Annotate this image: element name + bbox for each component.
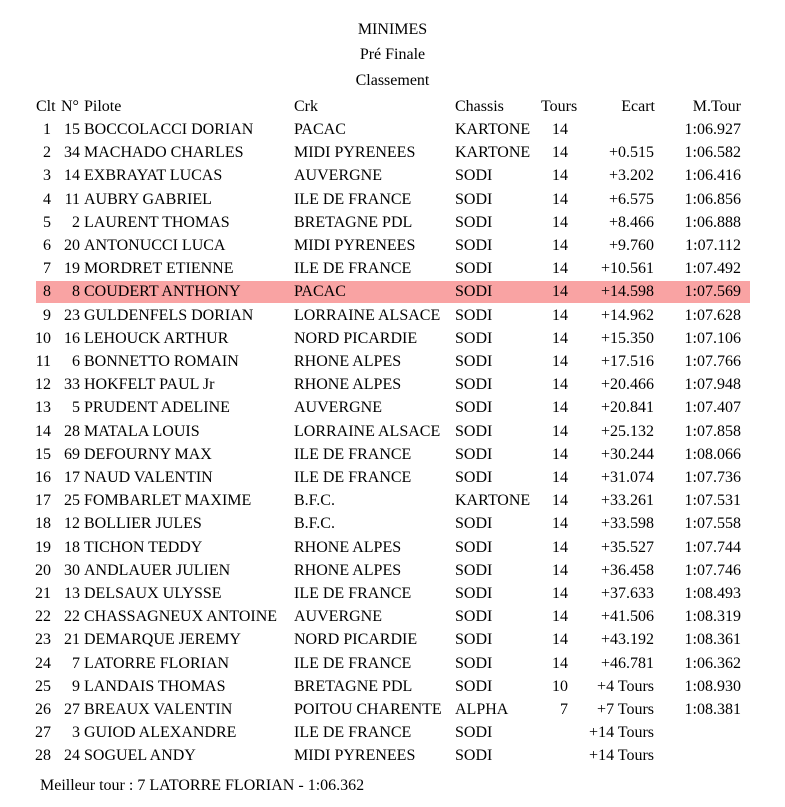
driver-name-cell: TICHON TEDDY [84,538,203,556]
chassis-cell: SODI [455,631,493,649]
gap-cell: +15.350 [600,329,654,347]
best-lap-cell: 1:06.927 [684,121,741,138]
kart-number-cell: 24 [64,747,80,765]
driver-name-cell: ANDLAUER JULIEN [84,561,231,579]
table-row [0,444,785,466]
table-row [0,653,785,675]
column-header-row [0,96,785,118]
table-row [0,745,785,767]
region-cell: ILE DE FRANCE [294,260,412,278]
chassis-cell: SODI [455,190,493,208]
driver-name-cell: AUBRY GABRIEL [84,190,212,208]
kart-number-cell: 3 [72,724,80,742]
gap-cell: +20.466 [600,376,654,394]
laps-cell: 14 [552,585,568,602]
rank-cell: 25 [35,677,51,695]
best-lap-cell: 1:06.362 [684,654,741,672]
region-cell: AUVERGNE [294,167,382,185]
driver-name-cell: ANTONUCCI LUCA [84,237,226,254]
rank-cell: 14 [35,422,51,440]
rank-cell: 23 [35,631,51,649]
rank-cell: 10 [35,329,51,347]
table-row [0,235,785,257]
chassis-cell: SODI [455,469,493,486]
gap-cell: +33.261 [600,492,654,510]
rank-cell: 3 [43,167,51,185]
gap-cell: +6.575 [608,190,654,208]
rank-cell: 13 [35,399,51,417]
table-row [0,676,785,698]
kart-number-cell: 12 [64,515,80,533]
region-cell: RHONE ALPES [294,561,402,579]
table-row [0,537,785,559]
chassis-cell: SODI [455,747,493,765]
chassis-cell: KARTONE [455,121,531,138]
kart-number-cell: 19 [64,260,80,278]
driver-name-cell: BOLLIER JULES [84,515,202,533]
chassis-cell: KARTONE [455,144,531,162]
gap-cell: +25.132 [600,422,654,440]
rank-cell: 19 [35,538,51,556]
best-lap-cell: 1:07.492 [684,260,741,278]
laps-cell: 14 [552,399,568,417]
region-cell: RHONE ALPES [294,353,402,370]
laps-cell: 14 [552,376,568,394]
laps-cell: 14 [552,283,568,301]
kart-number-cell: 34 [64,144,80,162]
best-lap-footer: Meilleur tour : 7 LATORRE FLORIAN - 1:06.362 [40,777,365,794]
table-row [0,560,785,582]
table-row [0,258,785,280]
best-lap-cell: 1:07.628 [684,306,741,324]
kart-number-cell: 17 [64,469,80,486]
best-lap-cell: 1:08.066 [684,445,741,463]
chassis-cell: SODI [455,561,493,579]
region-cell: PACAC [294,121,346,138]
driver-name-cell: DELSAUX ULYSSE [84,585,222,602]
laps-cell: 14 [552,469,568,486]
laps-cell: 14 [552,306,568,324]
table-row [0,142,785,164]
gap-cell: +43.192 [600,631,654,649]
gap-cell: +8.466 [608,213,654,231]
driver-name-cell: DEFOURNY MAX [84,445,212,463]
region-cell: ILE DE FRANCE [294,469,412,486]
table-row [0,351,785,373]
kart-number-cell: 5 [72,399,80,417]
kart-number-cell: 23 [64,306,80,324]
laps-cell: 14 [552,329,568,347]
kart-number-cell: 7 [72,654,80,672]
column-header-clt: Clt [36,98,56,115]
table-row-highlighted [0,281,785,303]
region-cell: AUVERGNE [294,399,382,417]
rank-cell: 6 [43,237,51,254]
column-header-tours: Tours [541,98,578,115]
table-row [0,165,785,187]
best-lap-cell: 1:06.856 [684,190,741,208]
driver-name-cell: GULDENFELS DORIAN [84,306,254,324]
driver-name-cell: LATORRE FLORIAN [84,654,230,672]
driver-name-cell: MATALA LOUIS [84,422,200,440]
laps-cell: 14 [552,631,568,649]
best-lap-cell: 1:07.112 [685,237,741,254]
laps-cell: 14 [552,654,568,672]
kart-number-cell: 14 [64,167,80,185]
laps-cell: 14 [552,422,568,440]
chassis-cell: SODI [455,724,493,742]
gap-cell: +0.515 [608,144,654,162]
category-title: MINIMES [357,21,428,38]
driver-name-cell: DEMARQUE JEREMY [84,631,241,649]
chassis-cell: SODI [455,677,493,695]
chassis-cell: SODI [455,353,493,370]
gap-cell: +41.506 [600,608,654,626]
region-cell: BRETAGNE PDL [294,213,413,231]
table-row [0,119,785,141]
driver-name-cell: FOMBARLET MAXIME [84,492,252,510]
driver-name-cell: BOCCOLACCI DORIAN [84,121,254,138]
region-cell: B.F.C. [294,492,335,510]
rank-cell: 2 [43,144,51,162]
table-row [0,397,785,419]
chassis-cell: SODI [455,445,493,463]
chassis-cell: KARTONE [455,492,531,510]
laps-cell: 10 [552,677,568,695]
region-cell: LORRAINE ALSACE [294,306,441,324]
chassis-cell: SODI [455,538,493,556]
driver-name-cell: CHASSAGNEUX ANTOINE [84,608,278,626]
laps-cell: 14 [552,353,568,370]
laps-cell: 14 [552,167,568,185]
driver-name-cell: BONNETTO ROMAIN [84,353,239,370]
gap-cell: +20.841 [600,399,654,417]
laps-cell: 14 [552,538,568,556]
kart-number-cell: 8 [72,283,80,301]
best-lap-cell: 1:07.407 [684,399,741,417]
region-cell: ILE DE FRANCE [294,445,412,463]
driver-name-cell: MACHADO CHARLES [84,144,244,162]
best-lap-cell: 1:06.416 [684,167,741,185]
region-cell: RHONE ALPES [294,538,402,556]
driver-name-cell: NAUD VALENTIN [84,469,213,486]
gap-cell: +7 Tours [597,701,654,718]
rank-cell: 24 [35,654,51,672]
best-lap-cell: 1:06.888 [684,213,741,231]
kart-number-cell: 9 [72,677,80,695]
region-cell: BRETAGNE PDL [294,677,413,695]
driver-name-cell: MORDRET ETIENNE [84,260,234,278]
rank-cell: 4 [43,190,51,208]
table-row [0,374,785,396]
laps-cell: 14 [552,121,568,138]
kart-number-cell: 18 [64,538,80,556]
driver-name-cell: SOGUEL ANDY [84,747,196,765]
laps-cell: 14 [552,515,568,533]
table-row [0,583,785,605]
driver-name-cell: BREAUX VALENTIN [84,701,233,718]
rank-cell: 26 [35,701,51,718]
chassis-cell: SODI [455,329,493,347]
table-row [0,513,785,535]
table-row [0,212,785,234]
gap-cell: +14.598 [600,283,654,301]
kart-number-cell: 33 [64,376,80,394]
column-header-number: N° [61,98,79,115]
region-cell: LORRAINE ALSACE [294,422,441,440]
driver-name-cell: EXBRAYAT LUCAS [84,167,223,185]
best-lap-cell: 1:07.569 [684,283,741,301]
chassis-cell: ALPHA [455,701,509,718]
rank-cell: 9 [43,306,51,324]
rank-cell: 16 [35,469,51,486]
chassis-cell: SODI [455,306,493,324]
best-lap-cell: 1:07.736 [684,469,741,486]
table-row [0,421,785,443]
driver-name-cell: LAURENT THOMAS [84,213,230,231]
region-cell: MIDI PYRENEES [294,144,416,162]
table-row [0,629,785,651]
chassis-cell: SODI [455,376,493,394]
rank-cell: 17 [35,492,51,510]
chassis-cell: SODI [455,399,493,417]
driver-name-cell: LEHOUCK ARTHUR [84,329,229,347]
table-row [0,189,785,211]
kart-number-cell: 69 [64,445,80,463]
best-lap-cell: 1:08.381 [684,701,741,718]
chassis-cell: SODI [455,422,493,440]
best-lap-cell: 1:08.493 [684,585,741,602]
chassis-cell: SODI [455,237,493,254]
chassis-cell: SODI [455,283,493,301]
laps-cell: 14 [552,144,568,162]
kart-number-cell: 13 [64,585,80,602]
table-row [0,606,785,628]
gap-cell: +30.244 [600,445,654,463]
gap-cell: +36.458 [600,561,654,579]
region-cell: AUVERGNE [294,608,382,626]
laps-cell: 14 [552,492,568,510]
region-cell: MIDI PYRENEES [294,747,416,765]
best-lap-cell: 1:08.319 [684,608,741,626]
kart-number-cell: 28 [64,422,80,440]
region-cell: ILE DE FRANCE [294,585,412,602]
kart-number-cell: 30 [64,561,80,579]
driver-name-cell: PRUDENT ADELINE [84,399,230,417]
rank-cell: 18 [35,515,51,533]
laps-cell: 14 [552,190,568,208]
region-cell: ILE DE FRANCE [294,654,412,672]
rank-cell: 8 [43,283,51,301]
chassis-cell: SODI [455,585,493,602]
driver-name-cell: LANDAIS THOMAS [84,677,226,695]
rank-cell: 7 [43,260,51,278]
gap-cell: +17.516 [600,353,654,370]
gap-cell: +14.962 [600,306,654,324]
laps-cell: 14 [552,561,568,579]
gap-cell: +35.527 [600,538,654,556]
region-cell: MIDI PYRENEES [294,237,416,254]
column-header-pilote: Pilote [84,98,122,115]
chassis-cell: SODI [455,260,493,278]
gap-cell: +14 Tours [589,747,654,765]
kart-number-cell: 15 [64,121,80,138]
kart-number-cell: 22 [64,608,80,626]
rank-cell: 28 [35,747,51,765]
table-row [0,722,785,744]
best-lap-cell: 1:07.106 [684,329,741,347]
laps-cell: 7 [560,701,568,718]
table-row [0,467,785,489]
best-lap-cell: 1:07.858 [684,422,741,440]
best-lap-cell: 1:07.746 [684,561,741,579]
column-header-crk: Crk [294,98,318,115]
table-row [0,305,785,327]
gap-cell: +10.561 [600,260,654,278]
gap-cell: +14 Tours [589,724,654,742]
laps-cell: 14 [552,213,568,231]
gap-cell: +31.074 [600,469,654,486]
column-header-mtour: M.Tour [692,98,741,115]
laps-cell: 14 [552,237,568,254]
chassis-cell: SODI [455,608,493,626]
rank-cell: 11 [35,353,51,370]
driver-name-cell: GUIOD ALEXANDRE [84,724,237,742]
rank-cell: 5 [43,213,51,231]
table-row [0,699,785,721]
laps-cell: 14 [552,608,568,626]
kart-number-cell: 27 [64,701,80,718]
region-cell: PACAC [294,283,346,301]
table-row [0,490,785,512]
chassis-cell: SODI [455,515,493,533]
chassis-cell: SODI [455,167,493,185]
best-lap-cell: 1:06.582 [684,144,741,162]
region-cell: NORD PICARDIE [294,631,418,649]
gap-cell: +33.598 [600,515,654,533]
rank-cell: 21 [35,585,51,602]
kart-number-cell: 16 [64,329,80,347]
rank-cell: 27 [35,724,51,742]
table-row [0,328,785,350]
driver-name-cell: HOKFELT PAUL Jr [84,376,215,394]
column-header-chassis: Chassis [455,98,504,115]
best-lap-cell: 1:07.558 [684,515,741,533]
region-cell: POITOU CHARENTE [294,701,442,718]
kart-number-cell: 6 [72,353,80,370]
best-lap-cell: 1:07.948 [684,376,741,394]
laps-cell: 14 [552,445,568,463]
rank-cell: 1 [43,121,51,138]
best-lap-cell: 1:07.531 [684,492,741,510]
best-lap-cell: 1:08.361 [684,631,741,649]
column-header-ecart: Ecart [621,98,655,115]
chassis-cell: SODI [455,213,493,231]
kart-number-cell: 11 [64,190,80,208]
kart-number-cell: 20 [64,237,80,254]
region-cell: B.F.C. [294,515,335,533]
gap-cell: +46.781 [600,654,654,672]
kart-number-cell: 21 [64,631,80,649]
document-type-title: Classement [355,72,430,89]
gap-cell: +9.760 [608,237,654,254]
region-cell: ILE DE FRANCE [294,724,412,742]
gap-cell: +4 Tours [597,677,654,695]
driver-name-cell: COUDERT ANTHONY [84,283,241,301]
kart-number-cell: 2 [72,213,80,231]
region-cell: ILE DE FRANCE [294,190,412,208]
session-title: Pré Finale [359,46,426,63]
rank-cell: 20 [35,561,51,579]
laps-cell: 14 [552,260,568,278]
region-cell: NORD PICARDIE [294,329,418,347]
rank-cell: 12 [35,376,51,394]
gap-cell: +3.202 [608,167,654,185]
gap-cell: +37.633 [600,585,654,602]
best-lap-cell: 1:08.930 [684,677,741,695]
region-cell: RHONE ALPES [294,376,402,394]
kart-number-cell: 25 [64,492,80,510]
best-lap-cell: 1:07.766 [684,353,741,370]
rank-cell: 22 [35,608,51,626]
chassis-cell: SODI [455,654,493,672]
best-lap-cell: 1:07.744 [684,538,741,556]
rank-cell: 15 [35,445,51,463]
